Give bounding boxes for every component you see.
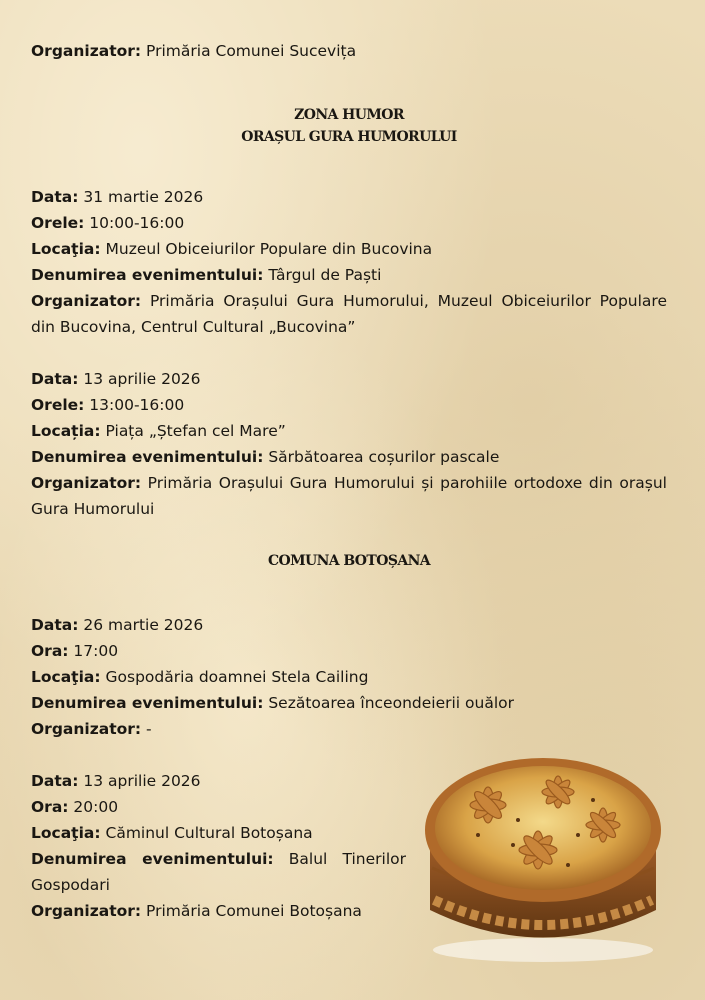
event-organizer: Organizator: Primăria Orașului Gura Humorului și parohiile ortodoxe din orașul Gura Humorului	[31, 474, 667, 518]
event-location: Locaţia: Căminul Cultural Botoșana	[31, 824, 313, 842]
event-hour: Ora: 20:00	[31, 798, 119, 816]
event-hour: Ora: 17:00	[31, 642, 119, 660]
event-name: Denumirea evenimentului: Balul Tinerilor Gospodari	[31, 850, 406, 894]
event-location: Locația: Piața „Ștefan cel Mare”	[31, 422, 286, 440]
event-name: Denumirea evenimentului: Sezătoarea înceondeierii ouălor	[31, 694, 514, 712]
event-date: Data: 13 aprilie 2026	[31, 772, 201, 790]
event-organizer: Organizator: Primăria Orașului Gura Humorului, Muzeul Obiceiurilor Populare din Bucovina, Centrul Cultural „Bucovina”	[31, 292, 667, 336]
event-date: Data: 31 martie 2026	[31, 188, 204, 206]
event-block-3	[31, 612, 667, 742]
event-hours: Orele: 13:00-16:00	[31, 396, 185, 414]
event-block-2	[31, 366, 667, 522]
event-name: Denumirea evenimentului: Sărbătoarea coșurilor pascale	[31, 448, 500, 466]
event-hours: Orele: 10:00-16:00	[31, 214, 185, 232]
commune-heading: COMUNA BOTOȘANA	[267, 553, 431, 569]
event-location: Locaţia: Muzeul Obiceiurilor Populare din Bucovina	[31, 240, 433, 258]
zone-heading: ZONA HUMOR	[294, 107, 404, 123]
event-organizer: Organizator: Primăria Comunei Botoșana	[31, 902, 362, 920]
event-block-1	[31, 184, 667, 340]
event-date: Data: 26 martie 2026	[31, 616, 204, 634]
intro-organizer: Organizator: Primăria Comunei Sucevița	[31, 42, 357, 60]
event-date: Data: 13 aprilie 2026	[31, 370, 201, 388]
easter-cake-image	[418, 750, 668, 965]
zone-subheading: ORAȘUL GURA HUMORULUI	[241, 129, 457, 145]
event-name: Denumirea evenimentului: Târgul de Paști	[31, 266, 382, 284]
event-location: Locaţia: Gospodăria doamnei Stela Cailing	[31, 668, 369, 686]
event-organizer: Organizator: -	[31, 720, 152, 738]
